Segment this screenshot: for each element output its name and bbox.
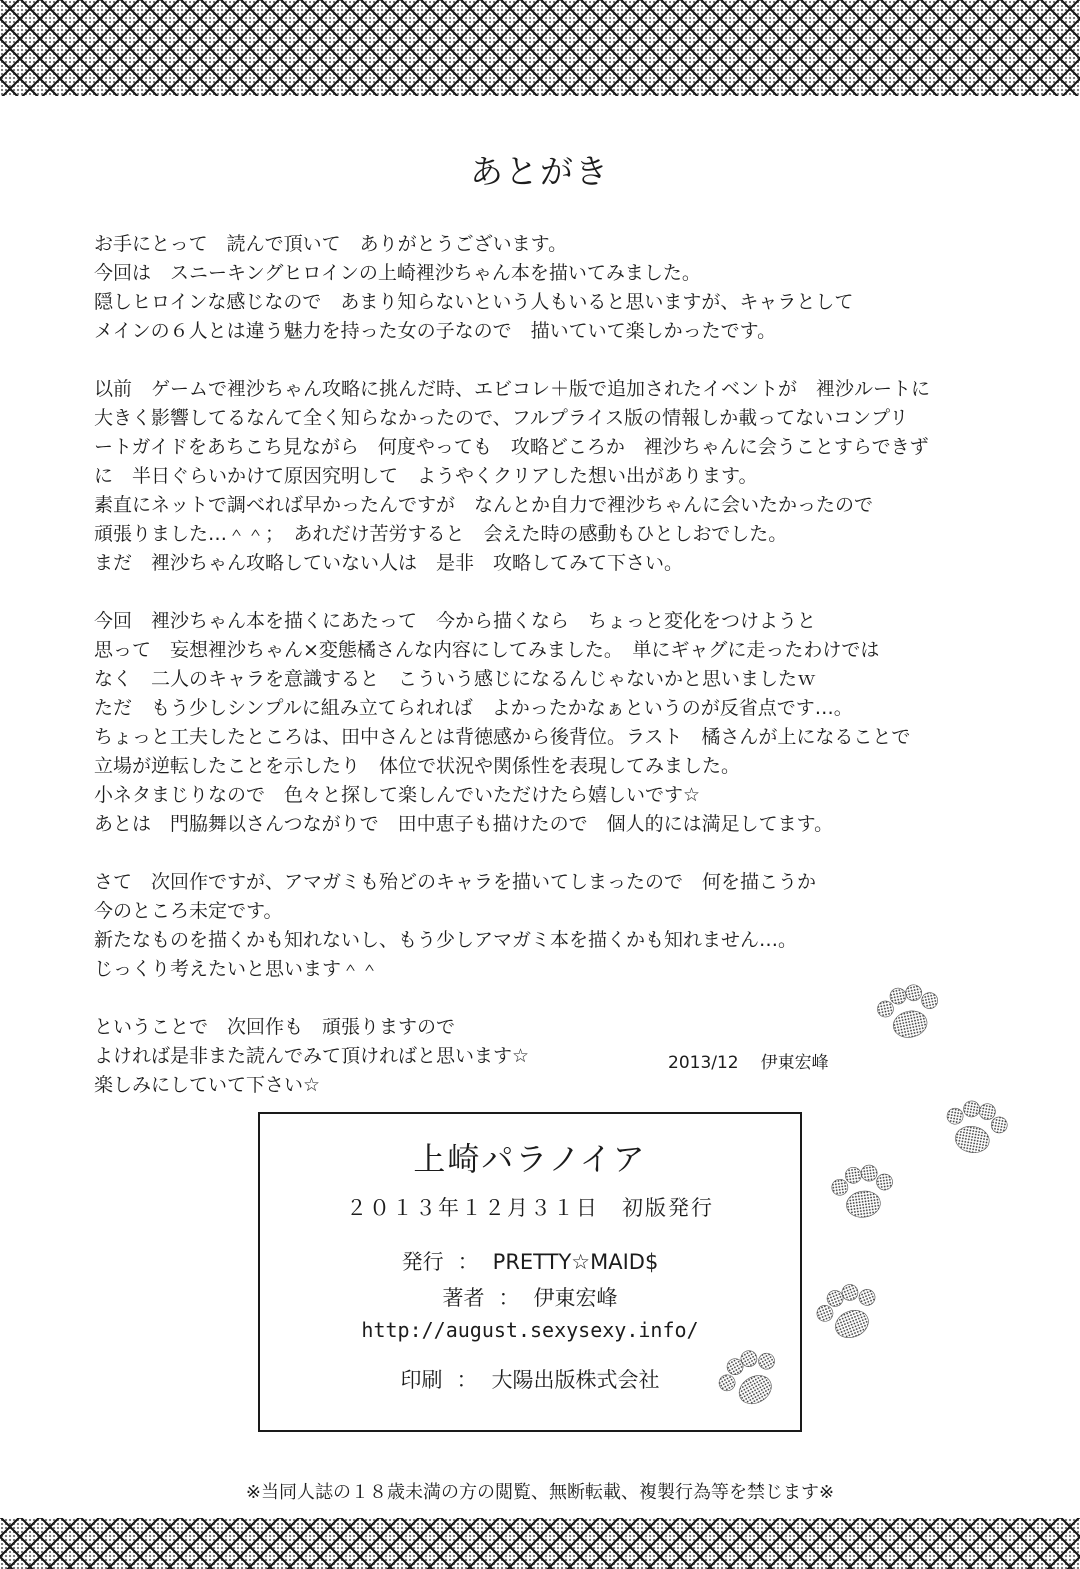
- release-date: ２０１３年１２月３１日 初版発行: [346, 1196, 714, 1220]
- publisher-name: PRETTY☆MAID$: [492, 1250, 659, 1274]
- text-line: さて 次回作ですが、アマガミも殆どのキャラを描いてしまったので 何を描こうか: [94, 871, 817, 893]
- text-line: まだ 裡沙ちゃん攻略していない人は 是非 攻略してみて下さい。: [94, 552, 684, 574]
- signature-date: 2013/12: [668, 1053, 739, 1073]
- text-line: 素直にネットで調べれば早かったんですが なんとか自力で裡沙ちゃんに会いたかったので: [94, 494, 874, 516]
- text-line: 立場が逆転したことを示したり 体位で状況や関係性を表現してみました。: [94, 755, 741, 777]
- signature: [668, 1048, 829, 1073]
- printer-name: 大陽出版株式会社: [491, 1368, 660, 1392]
- text-line: 以前 ゲームで裡沙ちゃん攻略に挑んだ時、エビコレ＋版で追加されたイベントが 裡沙ルートに: [94, 378, 931, 400]
- paw-print-icon: [876, 984, 946, 1042]
- text-line: 大きく影響してるなんて全く知らなかったので、フルプライス版の情報しか載ってないコンプリ: [94, 407, 909, 429]
- bottom-crosshatch-border: [0, 1518, 1080, 1569]
- publisher-line: [260, 1246, 800, 1276]
- author-name: 伊東宏峰: [533, 1286, 618, 1310]
- paragraph-3: [94, 607, 1014, 839]
- paragraph-2: [94, 375, 1014, 578]
- text-line: 思って 妄想裡沙ちゃん×変態橘さんな内容にしてみました。 単にギャグに走ったわけでは: [94, 639, 880, 661]
- author-label: 著者: [442, 1286, 485, 1310]
- paw-print-icon: [816, 1284, 886, 1342]
- website-url: http://august.sexysexy.info/: [361, 1318, 699, 1342]
- text-line: 頑張りました…＾＾； あれだけ苦労すると 会えた時の感動もひとしおでした。: [94, 523, 788, 545]
- age-restriction-notice: ※当同人誌の１８歳未満の方の閲覧、無断転載、複製行為等を禁じます※: [245, 1482, 835, 1503]
- text-line: ートガイドをあちこち見ながら 何度やっても 攻略どころか 裡沙ちゃんに会うことすらできず: [94, 436, 929, 458]
- text-line: ただ もう少しシンプルに組み立てられれば よかったかなぁというのが反省点です…。: [94, 697, 853, 719]
- text-line: 今回 裡沙ちゃん本を描くにあたって 今から描くなら ちょっと変化をつけようと: [94, 610, 817, 632]
- text-line: 今のところ未定です。: [94, 900, 283, 922]
- text-line: 新たなものを描くかも知れないし、もう少しアマガミ本を描くかも知れません…。: [94, 929, 798, 951]
- text-line: お手にとって 読んで頂いて ありがとうございます。: [94, 233, 568, 255]
- publisher-label: 発行: [401, 1250, 444, 1274]
- separator: ：: [456, 1368, 478, 1392]
- paw-print-icon: [718, 1350, 788, 1408]
- text-line: 小ネタまじりなので 色々と探して楽しんでいただけたら嬉しいです☆: [94, 784, 701, 806]
- text-line: 隠しヒロインな感じなので あまり知らないという人もいると思いますが、キャラとして: [94, 291, 854, 313]
- separator: ：: [498, 1286, 520, 1310]
- signature-author: 伊東宏峰: [760, 1053, 829, 1073]
- text-line: ちょっと工夫したところは、田中さんとは背徳感から後背位。ラスト 橘さんが上になることで: [94, 726, 911, 748]
- top-crosshatch-border: [0, 0, 1080, 96]
- text-line: に 半日ぐらいかけて原因究明して ようやくクリアした想い出があります。: [94, 465, 758, 487]
- text-line: 今回は スニーキングヒロインの上崎裡沙ちゃん本を描いてみました。: [94, 262, 701, 284]
- text-line: メインの６人とは違う魅力を持った女の子なので 描いていて楽しかったです。: [94, 320, 777, 342]
- separator: ：: [457, 1250, 479, 1274]
- printer-label: 印刷: [400, 1368, 443, 1392]
- text-line: なく 二人のキャラを意識すると こういう感じになるんじゃないかと思いましたｗ: [94, 668, 817, 690]
- paragraph-1: [94, 230, 1014, 346]
- paragraph-4: [94, 868, 1014, 984]
- paw-print-icon: [942, 1100, 1012, 1158]
- text-line: あとは 門脇舞以さんつながりで 田中恵子も描けたので 個人的には満足してます。: [94, 813, 834, 835]
- text-line: ということで 次回作も 頑張りますので: [94, 1016, 456, 1038]
- book-title: 上崎パラノイア: [413, 1140, 647, 1178]
- text-line: よければ是非また読んでみて頂ければと思います☆: [94, 1045, 530, 1067]
- text-line: じっくり考えたいと思います＾＾: [94, 958, 380, 980]
- author-line: [260, 1282, 800, 1312]
- paw-print-icon: [830, 1164, 900, 1222]
- text-line: 楽しみにしていて下さい☆: [94, 1074, 321, 1096]
- page-title: あとがき: [470, 152, 610, 191]
